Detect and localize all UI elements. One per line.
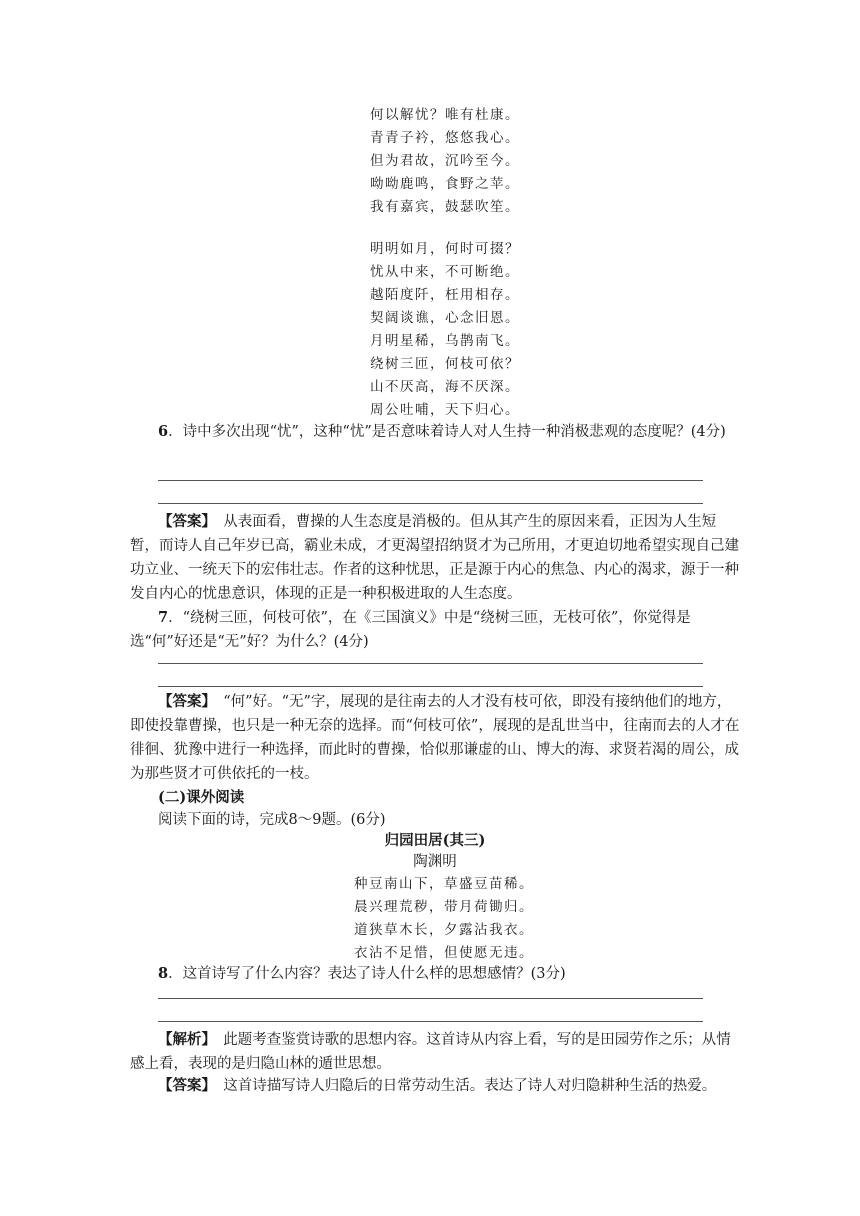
poem-line: 明明如月，何时可掇？ xyxy=(370,241,520,257)
answer-label: 【答案】 xyxy=(158,1077,209,1094)
question-6 xyxy=(130,420,740,444)
answer-text: 这首诗描写诗人归隐后的日常劳动生活。表达了诗人对归隐耕种生活的热爱。 xyxy=(208,1078,717,1094)
poem-stanza-1 xyxy=(370,104,520,219)
question-number: 7 xyxy=(158,609,169,626)
reading-instruction: 阅读下面的诗，完成8～9题。(6分) xyxy=(158,812,386,828)
answer-blank-line[interactable] xyxy=(158,998,703,999)
poem-stanza-2 xyxy=(370,238,520,422)
poem-line: 我有嘉宾，鼓瑟吹笙。 xyxy=(370,199,520,215)
analysis-8 xyxy=(130,1028,740,1076)
analysis-label: 【解析】 xyxy=(158,1031,209,1048)
poem-line: 晨兴理荒秽，带月荷锄归。 xyxy=(354,899,534,915)
poem-line: 但为君故，沉吟至今。 xyxy=(370,153,520,169)
poem-line: 何以解忧？唯有杜康。 xyxy=(370,107,520,123)
poem-line: 衣沾不足惜，但使愿无违。 xyxy=(354,945,534,961)
poem-line: 山不厌高，海不厌深。 xyxy=(370,379,520,395)
answer-8 xyxy=(130,1074,740,1098)
poem-line: 忧从中来，不可断绝。 xyxy=(370,264,520,280)
poem-body xyxy=(354,873,534,965)
answer-blank-line[interactable] xyxy=(158,663,703,664)
question-number: 8 xyxy=(158,965,169,982)
section-heading: (二)课外阅读 xyxy=(158,789,245,806)
question-text: ．这首诗写了什么内容？表达了诗人什么样的思想感情？(3分) xyxy=(168,966,566,982)
answer-7 xyxy=(130,690,740,786)
poem-line: 越陌度阡，枉用相存。 xyxy=(370,287,520,303)
poem-line: 道狭草木长，夕露沾我衣。 xyxy=(354,922,534,938)
poem-line: 契阔谈谯，心念旧恩。 xyxy=(370,310,520,326)
answer-blank-line[interactable] xyxy=(158,1021,703,1022)
question-text: ．诗中多次出现“忧”，这种“忧”是否意味着诗人对人生持一种消极悲观的态度呢？(4分) xyxy=(168,424,726,440)
answer-label: 【答案】 xyxy=(158,513,209,530)
answer-text: 从表面看，曹操的人生态度是消极的。但从其产生的原因来看，正因为人生短暂，而诗人自己年岁已高，霸业未成，才更渴望招纳贤才为己所用，才更迫切地希望实现自己建功立业、一统天下的宏伟壮志。作者的这种忧思，正是源于内心的焦急、内心的渴求，源于一种发自内心的忧患意识，体现的正是一种积极进取的人生态度。 xyxy=(130,514,739,602)
answer-6 xyxy=(130,510,740,606)
answer-blank-line[interactable] xyxy=(158,503,703,504)
poem-line: 青青子衿，悠悠我心。 xyxy=(370,130,520,146)
poem-author: 陶渊明 xyxy=(413,854,457,870)
question-number: 6 xyxy=(158,423,169,440)
poem-line: 月明星稀，乌鹊南飞。 xyxy=(370,333,520,349)
answer-text: “何”好。“无”字，展现的是往南去的人才没有枝可依，即没有接纳他们的地方，即使投靠曹操，也只是一种无奈的选择。而“何枝可依”，展现的是乱世当中，往南而去的人才在徘徊、犹豫中进行一种选择，而此时的曹操，恰似那谦虚的山、博大的海、求贤若渴的周公，成为那些贤才可供依托的一枝。 xyxy=(130,694,740,782)
question-text: ．“绕树三匝，何枝可依”，在《三国演义》中是“绕树三匝，无枝可依”，你觉得是选“何”好还是“无”好？为什么？(4分) xyxy=(130,610,691,650)
answer-blank-line[interactable] xyxy=(158,480,703,481)
question-8 xyxy=(130,962,740,986)
poem-title: 归园田居(其三) xyxy=(384,832,486,849)
poem-line: 周公吐哺，天下归心。 xyxy=(370,402,520,418)
poem-line: 绕树三匝，何枝可依？ xyxy=(370,356,520,372)
poem-line: 种豆南山下，草盛豆苗稀。 xyxy=(354,876,534,892)
question-7 xyxy=(130,606,740,654)
poem-line: 呦呦鹿鸣，食野之苹。 xyxy=(370,176,520,192)
answer-label: 【答案】 xyxy=(158,693,209,710)
answer-blank-line[interactable] xyxy=(158,686,703,687)
analysis-text: 此题考查鉴赏诗歌的思想内容。这首诗从内容上看，写的是田园劳作之乐；从情感上看，表现的是归隐山林的遁世思想。 xyxy=(130,1032,731,1072)
